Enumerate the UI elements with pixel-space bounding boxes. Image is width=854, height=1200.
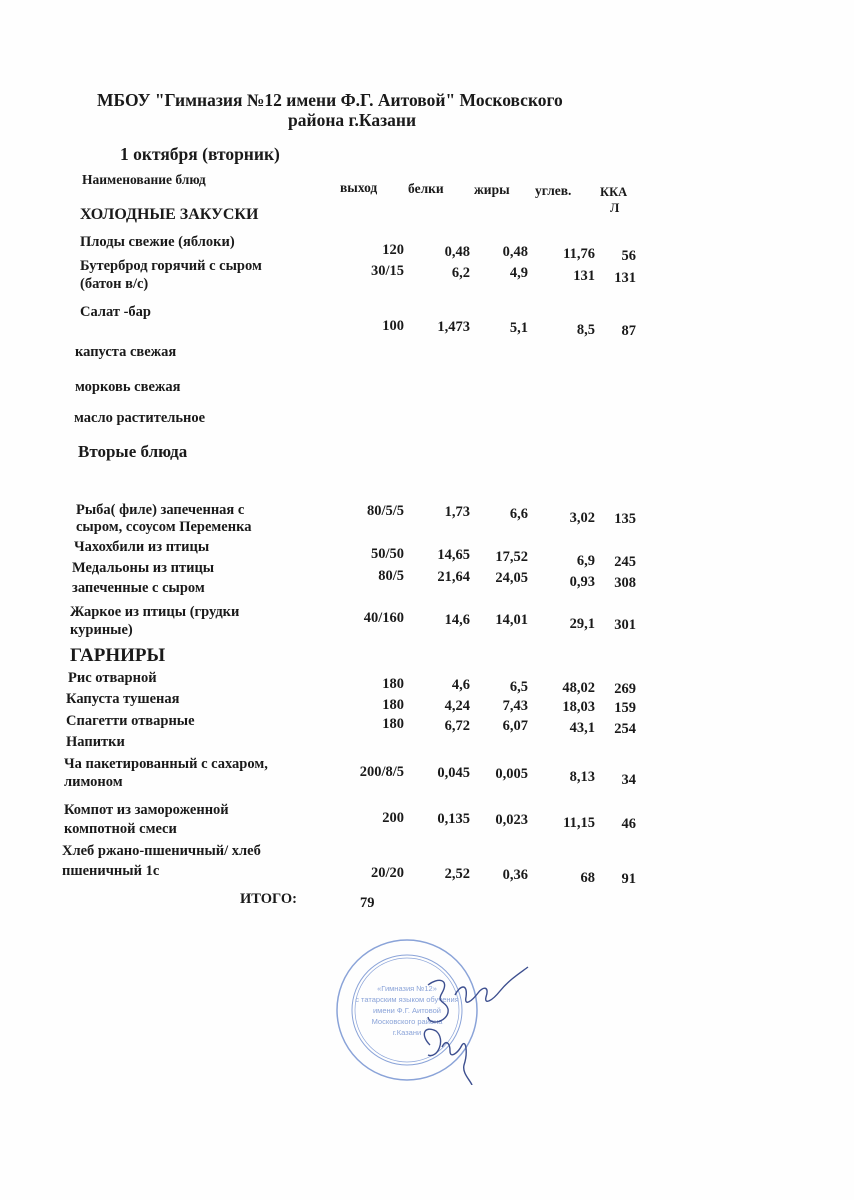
- header-portion: выход: [340, 180, 378, 195]
- item-protein: 14,6: [444, 612, 470, 628]
- signature: [424, 967, 528, 1085]
- item-name-cont: (батон в/с): [80, 276, 149, 292]
- item-name: Салат -бар: [80, 304, 151, 320]
- stamp-text: с татарским языком обучения: [355, 995, 459, 1004]
- item-kcal: 269: [614, 681, 636, 697]
- item-fat: 0,36: [502, 867, 528, 883]
- item-name-cont: компотной смеси: [64, 821, 177, 837]
- item-name: Чахохбили из птицы: [74, 539, 210, 555]
- menu-date: 1 октября (вторник): [120, 144, 280, 164]
- item-kcal: 46: [621, 816, 636, 832]
- item-portion: 200: [382, 810, 404, 826]
- item-portion: 180: [382, 716, 404, 732]
- title-line2: района г.Казани: [288, 110, 417, 130]
- item-fat: 7,43: [502, 698, 528, 714]
- title-line1: МБОУ "Гимназия №12 имени Ф.Г. Аитовой" Московского: [97, 90, 563, 110]
- item-protein: 4,24: [444, 698, 470, 714]
- item-name-cont: лимоном: [64, 774, 123, 790]
- item-fat: 6,07: [502, 718, 528, 734]
- header-kcal: ККА: [600, 185, 628, 199]
- item-protein: 6,2: [451, 265, 470, 281]
- item-protein: 14,65: [437, 547, 470, 563]
- item-fat: 0,005: [495, 766, 528, 782]
- item-fat: 6,5: [509, 679, 528, 695]
- item-portion: 50/50: [370, 546, 404, 562]
- item-portion: 120: [382, 242, 404, 258]
- item-kcal: 301: [614, 617, 636, 633]
- item-kcal: 245: [614, 554, 636, 570]
- item-protein: 6,72: [444, 718, 470, 734]
- item-carbs: 11,76: [563, 246, 595, 262]
- item-carbs: 0,93: [569, 574, 595, 590]
- item-name: Жаркое из птицы (грудки: [70, 604, 240, 620]
- stamp-text: г.Казани: [392, 1028, 422, 1037]
- item-protein: 0,045: [437, 765, 470, 781]
- item-fat: 4,9: [509, 265, 528, 281]
- header-kcal-cont: Л: [610, 201, 620, 215]
- item-name: Компот из замороженной: [64, 802, 229, 818]
- item-portion: 180: [382, 676, 404, 692]
- item-fat: 0,48: [502, 244, 528, 260]
- total-label: ИТОГО:: [240, 891, 298, 907]
- item-kcal: 308: [614, 575, 636, 591]
- header-protein: белки: [408, 181, 444, 196]
- item-name: Хлеб ржано-пшеничный/ хлеб: [62, 843, 261, 859]
- item-protein: 21,64: [437, 569, 470, 585]
- item-name-cont: сыром, ссоусом Переменка: [76, 519, 252, 535]
- item-kcal: 254: [614, 721, 636, 737]
- item-portion: 40/160: [363, 610, 404, 626]
- item-name: Медальоны из птицы: [72, 560, 215, 576]
- item-carbs: 8,5: [576, 322, 595, 338]
- header-carbs: углев.: [535, 183, 572, 198]
- salad-ingredient: капуста свежая: [75, 344, 177, 360]
- item-name-cont: куриные): [70, 622, 133, 638]
- header-name: Наименование блюд: [82, 172, 206, 187]
- item-name: Спагетти отварные: [66, 713, 195, 729]
- item-kcal: 34: [621, 772, 636, 788]
- item-portion: 180: [382, 697, 404, 713]
- item-fat: 0,023: [495, 812, 528, 828]
- stamp-and-signature: [320, 935, 550, 1085]
- section-drinks: Напитки: [66, 734, 125, 750]
- item-carbs: 48,02: [562, 680, 595, 696]
- item-kcal: 91: [621, 871, 636, 887]
- section-garnish: ГАРНИРЫ: [70, 645, 166, 666]
- item-kcal: 87: [621, 323, 636, 339]
- item-portion: 200/8/5: [359, 764, 404, 780]
- item-carbs: 3,02: [569, 510, 595, 526]
- item-carbs: 131: [573, 268, 595, 284]
- item-carbs: 6,9: [576, 553, 595, 569]
- item-carbs: 29,1: [569, 616, 595, 632]
- item-protein: 0,48: [444, 244, 470, 260]
- item-protein: 1,73: [444, 504, 470, 520]
- item-carbs: 43,1: [569, 720, 595, 736]
- item-fat: 6,6: [509, 506, 528, 522]
- stamp-text: имени Ф.Г. Аитовой: [372, 1006, 442, 1015]
- section-cold: ХОЛОДНЫЕ ЗАКУСКИ: [80, 206, 259, 223]
- item-fat: 14,01: [495, 612, 528, 628]
- stamp-text: «Гимназия №12»: [377, 984, 437, 993]
- item-fat: 17,52: [495, 549, 528, 565]
- item-kcal: 159: [614, 700, 636, 716]
- item-carbs: 11,15: [563, 815, 595, 831]
- item-carbs: 8,13: [569, 769, 595, 785]
- item-kcal: 56: [621, 248, 636, 264]
- item-name: Бутерброд горячий с сыром: [80, 258, 262, 274]
- item-portion: 80/5/5: [366, 503, 404, 519]
- section-second: Вторые блюда: [78, 442, 188, 461]
- item-fat: 5,1: [509, 320, 528, 336]
- item-fat: 24,05: [495, 570, 528, 586]
- item-name: Плоды свежие (яблоки): [80, 234, 235, 250]
- item-name-cont: пшеничный 1с: [62, 863, 160, 879]
- item-carbs: 18,03: [562, 699, 595, 715]
- item-name: Рис отварной: [68, 670, 157, 686]
- item-protein: 0,135: [437, 811, 470, 827]
- item-portion: 30/15: [370, 263, 404, 279]
- item-name-cont: запеченные с сыром: [72, 580, 205, 596]
- item-name: Рыба( филе) запеченная с: [76, 502, 245, 518]
- total-value: 79: [360, 895, 375, 911]
- item-kcal: 131: [614, 270, 636, 286]
- item-kcal: 135: [614, 511, 636, 527]
- item-protein: 1,473: [437, 319, 470, 335]
- item-name: Ча пакетированный с сахаром,: [64, 756, 268, 772]
- item-portion: 100: [382, 318, 404, 334]
- item-protein: 2,52: [444, 866, 470, 882]
- item-protein: 4,6: [451, 677, 470, 693]
- item-carbs: 68: [580, 870, 595, 886]
- stamp-text: Московского района: [371, 1017, 443, 1026]
- item-portion: 80/5: [378, 568, 404, 584]
- item-portion: 20/20: [370, 865, 404, 881]
- salad-ingredient: морковь свежая: [75, 379, 181, 395]
- item-name: Капуста тушеная: [66, 691, 180, 707]
- salad-ingredient: масло растительное: [74, 410, 206, 426]
- header-fat: жиры: [474, 182, 510, 197]
